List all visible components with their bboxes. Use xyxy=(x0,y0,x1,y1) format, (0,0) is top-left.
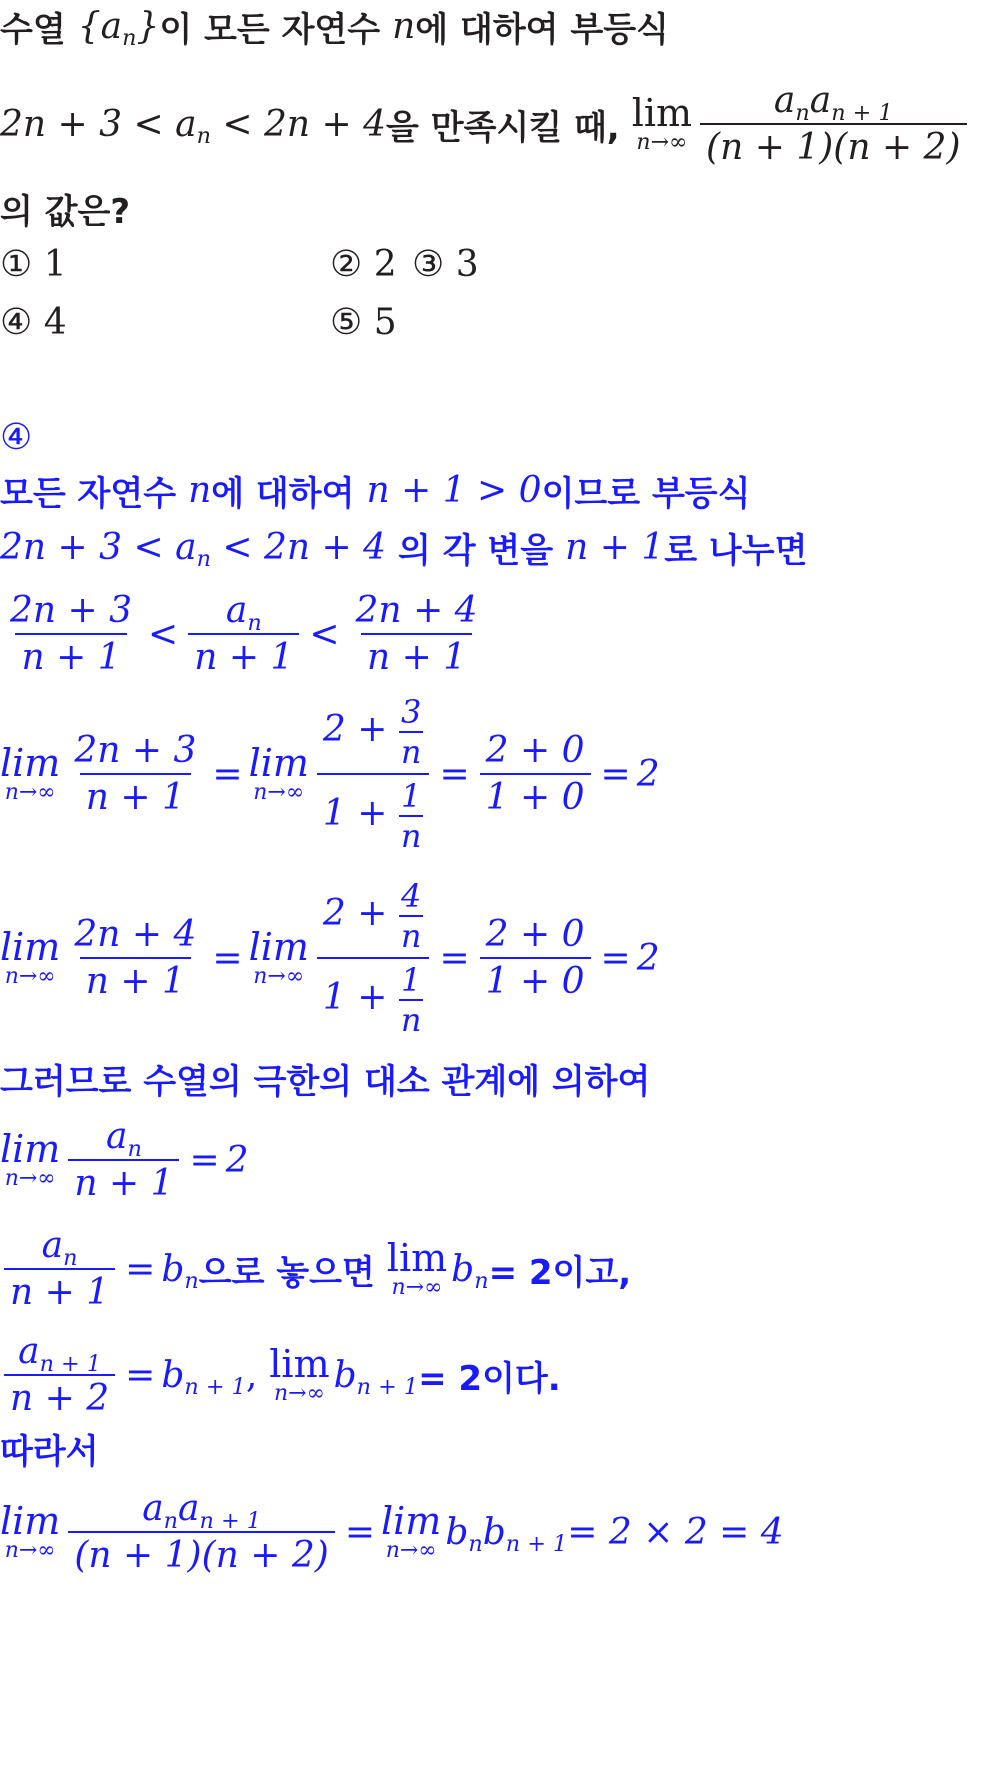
question-text: 을 만족시킬 때, xyxy=(386,107,620,148)
math-expr: n + 1 > 0 xyxy=(366,469,542,511)
limit-operator: lim n→∞ xyxy=(631,91,693,155)
solution-line-4 xyxy=(0,1424,99,1472)
limit-result: lim n→∞ $\frac{a_n}{n + 1}$ = 2 xyxy=(0,1116,249,1204)
choice-1[interactable]: ① 1 xyxy=(0,244,67,285)
question-line-2 xyxy=(0,78,971,170)
substitution-line-2: $\frac{a_{n + 1}}{n + 2}$ = $b_{n + 1}$ , lim n→∞ $b_{n + 1}$ = 2이다. xyxy=(0,1330,561,1420)
math-expr: n + 1 xyxy=(565,526,665,568)
inequality: $2n + 3 < a_n < 2n + 4$ xyxy=(0,103,387,150)
choice-4[interactable]: ④ 4 xyxy=(0,302,67,343)
limit-fraction: $\frac{a_na_{n + 1}}{(n + 1)(n + 2)}$ xyxy=(700,80,966,168)
fraction-inequality: $\frac{2n + 3}{n + 1}$ < $\frac{a_n}{n + 1}$ < $\frac{2n + 4}{n + 1}$ xyxy=(10,590,478,678)
math-var: n xyxy=(188,469,212,511)
solution-text: 따라서 xyxy=(0,1431,99,1472)
choice-2[interactable]: ② 2 xyxy=(330,244,397,285)
question-line-1 xyxy=(0,2,669,50)
solution-text: 이므로 부등식 xyxy=(541,473,751,514)
sequence-notation: $\{a_n\}$ xyxy=(77,5,160,52)
answer-mark: ④ xyxy=(0,416,33,458)
limit-calc-2: lim n→∞ $\frac{2n + 4}{n + 1}$ = lim n→∞ 2 + $\frac{4}{n}$ 1 + $\frac{1}{n}$ = $\frac{2 + 0}{1 + 0}$ = 2 xyxy=(0,877,660,1039)
question-text: 이 모든 자연수 xyxy=(159,9,381,50)
inequality: $2n + 3 < a_n < 2n + 4$ xyxy=(0,526,387,573)
solution-text: 로 나누면 xyxy=(664,530,808,571)
substitution-line-1: $\frac{a_n}{n + 1}$ = $b_n$ 으로 놓으면 lim n→∞ $b_n$ = 2이고, xyxy=(0,1224,631,1314)
solution-line-2 xyxy=(0,522,807,572)
solution-text: 그러므로 수열의 극한의 대소 관계에 의하여 xyxy=(0,1061,651,1102)
solution-line-1 xyxy=(0,466,750,514)
final-result: lim n→∞ $\frac{a_na_{n + 1}}{(n + 1)(n + 2)}$ = lim n→∞ $b_nb_{n + 1}$ = 2 × 2 = 4 xyxy=(0,1488,784,1576)
choice-5[interactable]: ⑤ 5 xyxy=(330,302,397,343)
question-text: 에 대하여 부등식 xyxy=(415,9,669,50)
solution-line-3 xyxy=(0,1054,650,1102)
solution-text: 모든 자연수 xyxy=(0,473,177,514)
solution-text: 에 대하여 xyxy=(211,473,355,514)
choice-3[interactable]: ③ 3 xyxy=(412,244,479,285)
solution-text: 의 각 변을 xyxy=(398,530,554,571)
question-text: 의 값은? xyxy=(0,191,131,232)
math-var: n xyxy=(392,5,416,47)
limit-calc-1: lim n→∞ $\frac{2n + 3}{n + 1}$ = lim n→∞ 2 + $\frac{3}{n}$ 1 + $\frac{1}{n}$ = $\frac{2 + 0}{1 + 0}$ = 2 xyxy=(0,693,660,855)
solution-text: = 2이고, xyxy=(488,1252,632,1293)
question-line-3 xyxy=(0,184,130,232)
solution-text: 으로 놓으면 xyxy=(198,1252,375,1293)
solution-text: = 2이다. xyxy=(418,1358,561,1399)
question-text: 수열 xyxy=(0,9,66,50)
